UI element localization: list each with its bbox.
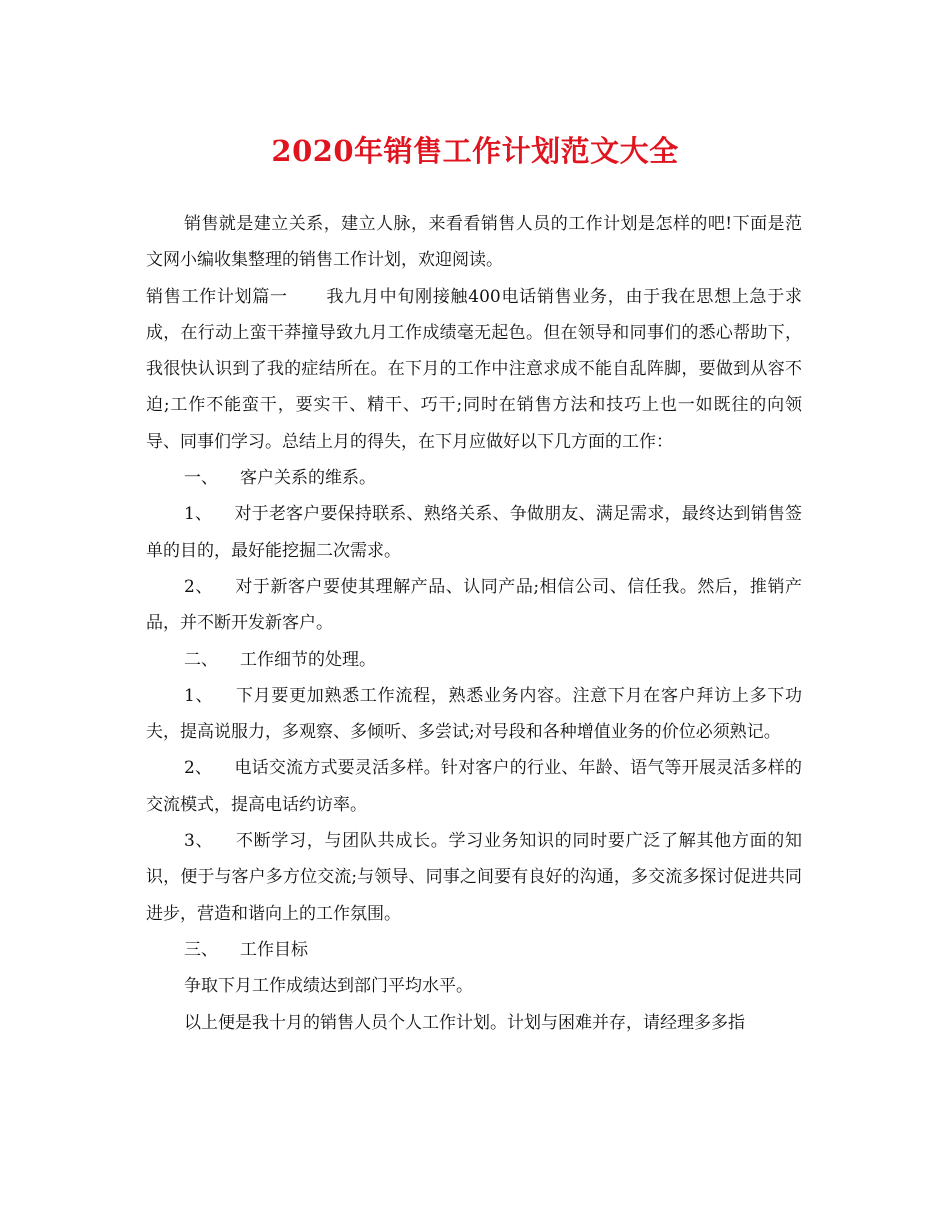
closing-paragraph: 以上便是我十月的销售人员个人工作计划。计划与困难并存，请经理多多指 [184, 1012, 745, 1033]
item-marker: 1、 [184, 685, 214, 706]
plan-paragraph [146, 279, 802, 460]
plan-label: 销售工作计划篇一 [146, 286, 288, 307]
section-heading-text: 工作细节的处理。 [240, 649, 376, 670]
section-heading-3 [146, 932, 802, 968]
section-marker: 二、 [184, 649, 218, 670]
section-heading-text: 工作目标 [240, 939, 308, 960]
item-text: 对于老客户要保持联系、熟络关系、争做朋友、满足需求，最终达到销售签单的目的，最好能挖掘二次需求。 [146, 504, 802, 561]
section-marker: 三、 [184, 939, 218, 960]
section-heading-2 [146, 642, 802, 678]
item-marker: 1、 [184, 504, 213, 525]
list-item [146, 823, 802, 932]
goal-paragraph: 争取下月工作成绩达到部门平均水平。 [184, 976, 473, 997]
plan-text: 我九月中旬刚接触400电话销售业务，由于我在思想上急于求成，在行动上蛮干莽撞导致九月工作成绩毫无起色。但在领导和同事们的悉心帮助下，我很快认识到了我的症结所在。在下月的工作中注意求成不能自乱阵脚，要做到从容不迫;工作不能蛮干，要实干、精干、巧干;同时在销售方法和技巧上也一如既往的向领导、同事们学习。总结上月的得失，在下月应做好以下几方面的工作： [146, 286, 802, 452]
item-marker: 2、 [184, 758, 213, 779]
document-body [146, 206, 802, 1041]
list-item [146, 569, 802, 642]
section-heading-1 [146, 460, 802, 496]
item-text: 下月要更加熟悉工作流程，熟悉业务内容。注意下月在客户拜访上多下功夫，提高说服力，多观察、多倾听、多尝试;对号段和各种增值业务的价位必须熟记。 [146, 685, 802, 743]
list-item [146, 496, 802, 569]
intro-paragraph: 销售就是建立关系，建立人脉，来看看销售人员的工作计划是怎样的吧!下面是范文网小编收集整理的销售工作计划，欢迎阅读。 [146, 214, 802, 271]
item-text: 不断学习，与团队共成长。学习业务知识的同时要广泛了解其他方面的知识，便于与客户多方位交流;与领导、同事之间要有良好的沟通，多交流多探讨促进共同进步，营造和谐向上的工作氛围。 [146, 831, 802, 924]
list-item [146, 678, 802, 751]
item-marker: 3、 [184, 831, 214, 852]
item-marker: 2、 [184, 576, 213, 597]
section-heading-text: 客户关系的维系。 [240, 468, 376, 489]
item-text: 电话交流方式要灵活多样。针对客户的行业、年龄、语气等开展灵活多样的交流模式，提高电话约访率。 [146, 758, 802, 815]
list-item [146, 750, 802, 823]
section-marker: 一、 [184, 468, 218, 489]
document-title: 2020年销售工作计划范文大全 [271, 134, 679, 168]
item-text: 对于新客户要使其理解产品、认同产品;相信公司、信任我。然后，推销产品，并不断开发新客户。 [146, 576, 802, 634]
